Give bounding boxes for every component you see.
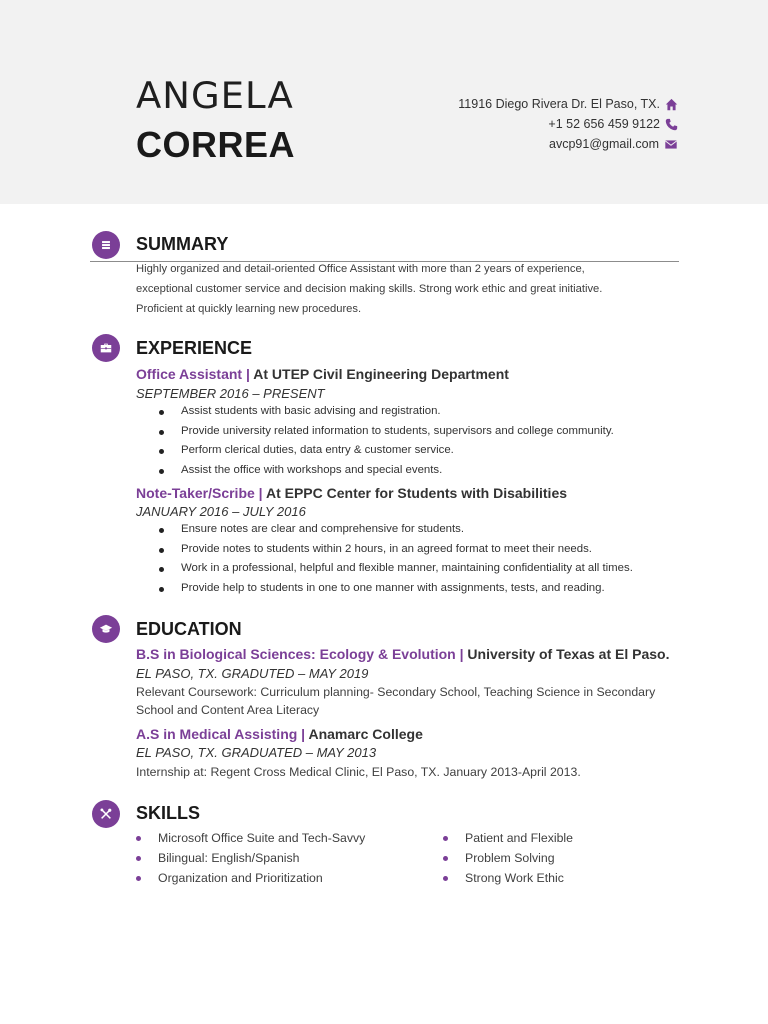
skill-item: Microsoft Office Suite and Tech-Savvy xyxy=(136,828,365,848)
job-role: Office Assistant | xyxy=(136,366,250,382)
last-name: CORREA xyxy=(136,124,296,165)
phone-row xyxy=(458,114,678,134)
job-dates: JANUARY 2016 – JULY 2016 xyxy=(136,504,306,519)
job-title xyxy=(136,485,567,501)
experience-heading: EXPERIENCE xyxy=(136,338,253,358)
list-item: Assist the office with workshops and special events. xyxy=(156,461,614,481)
contact-block xyxy=(458,94,678,154)
skill-item: Problem Solving xyxy=(443,848,573,868)
address-row xyxy=(458,94,678,114)
job-org: At UTEP Civil Engineering Department xyxy=(253,366,509,382)
job-dates: SEPTEMBER 2016 – PRESENT xyxy=(136,386,325,401)
job-org: At EPPC Center for Students with Disabilities xyxy=(265,485,568,501)
email-row xyxy=(458,134,678,154)
degree-name: A.S in Medical Assisting | xyxy=(136,726,306,742)
degree-location-date: EL PASO, TX. GRADUTED – MAY 2019 xyxy=(136,666,369,681)
envelope-icon xyxy=(664,138,678,151)
skill-item: Organization and Prioritization xyxy=(136,868,365,888)
address: 11916 Diego Rivera Dr. El Paso, TX. xyxy=(458,97,660,111)
list-item: Provide help to students in one to one manner with assignments, tests, and reading. xyxy=(156,579,633,599)
degree-location-date: EL PASO, TX. GRADUATED – MAY 2013 xyxy=(136,745,377,760)
school-name: Anamarc College xyxy=(308,726,423,742)
list-item: Ensure notes are clear and comprehensive for students. xyxy=(156,520,633,540)
resume-header xyxy=(0,0,768,204)
phone-icon xyxy=(665,118,678,131)
detail-line: School and Content Area Literacy xyxy=(136,703,320,717)
list-item: Provide notes to students within 2 hours, in an agreed format to meet their needs. xyxy=(156,540,633,560)
education-heading: EDUCATION xyxy=(136,619,242,639)
list-item: Assist students with basic advising and registration. xyxy=(156,402,614,422)
job-duties xyxy=(156,402,614,481)
degree-title xyxy=(136,726,423,742)
skill-item: Bilingual: English/Spanish xyxy=(136,848,365,868)
detail-line: Internship at: Regent Cross Medical Clinic, El Paso, TX. January 2013-April 2013. xyxy=(136,765,581,779)
email[interactable]: avcp91@gmail.com xyxy=(549,137,659,151)
graduation-cap-icon xyxy=(92,615,120,643)
skill-item: Patient and Flexible xyxy=(443,828,573,848)
summary-text xyxy=(136,259,676,319)
job-duties xyxy=(156,520,633,599)
first-name: ANGELA xyxy=(136,74,294,117)
job-role: Note-Taker/Scribe | xyxy=(136,485,263,501)
detail-line: Relevant Coursework: Curriculum planning- Secondary School, Teaching Science in Secondary xyxy=(136,685,656,699)
list-item: Provide university related information to students, supervisors and college community. xyxy=(156,422,614,442)
tools-icon xyxy=(92,800,120,828)
phone: +1 52 656 459 9122 xyxy=(548,117,660,131)
summary-icon xyxy=(92,231,120,259)
summary-line: Highly organized and detail-oriented Office Assistant with more than 2 years of experience, xyxy=(136,263,585,275)
summary-line: exceptional customer service and decision making skills. Strong work ethic and great initiative. xyxy=(136,283,603,295)
home-icon xyxy=(665,98,678,111)
skills-list-right xyxy=(443,828,573,888)
summary-heading: SUMMARY xyxy=(136,234,229,254)
degree-details xyxy=(136,763,676,781)
degree-details xyxy=(136,683,676,719)
list-item: Work in a professional, helpful and flexible manner, maintaining confidentiality at all times. xyxy=(156,559,633,579)
school-name: University of Texas at El Paso. xyxy=(467,646,670,662)
degree-name: B.S in Biological Sciences: Ecology & Evolution | xyxy=(136,646,464,662)
degree-title xyxy=(136,646,669,662)
summary-line: Proficient at quickly learning new procedures. xyxy=(136,303,362,315)
job-title xyxy=(136,366,509,382)
skills-heading: SKILLS xyxy=(136,803,201,823)
briefcase-icon xyxy=(92,334,120,362)
list-item: Perform clerical duties, data entry & customer service. xyxy=(156,441,614,461)
skill-item: Strong Work Ethic xyxy=(443,868,573,888)
skills-list-left xyxy=(136,828,365,888)
